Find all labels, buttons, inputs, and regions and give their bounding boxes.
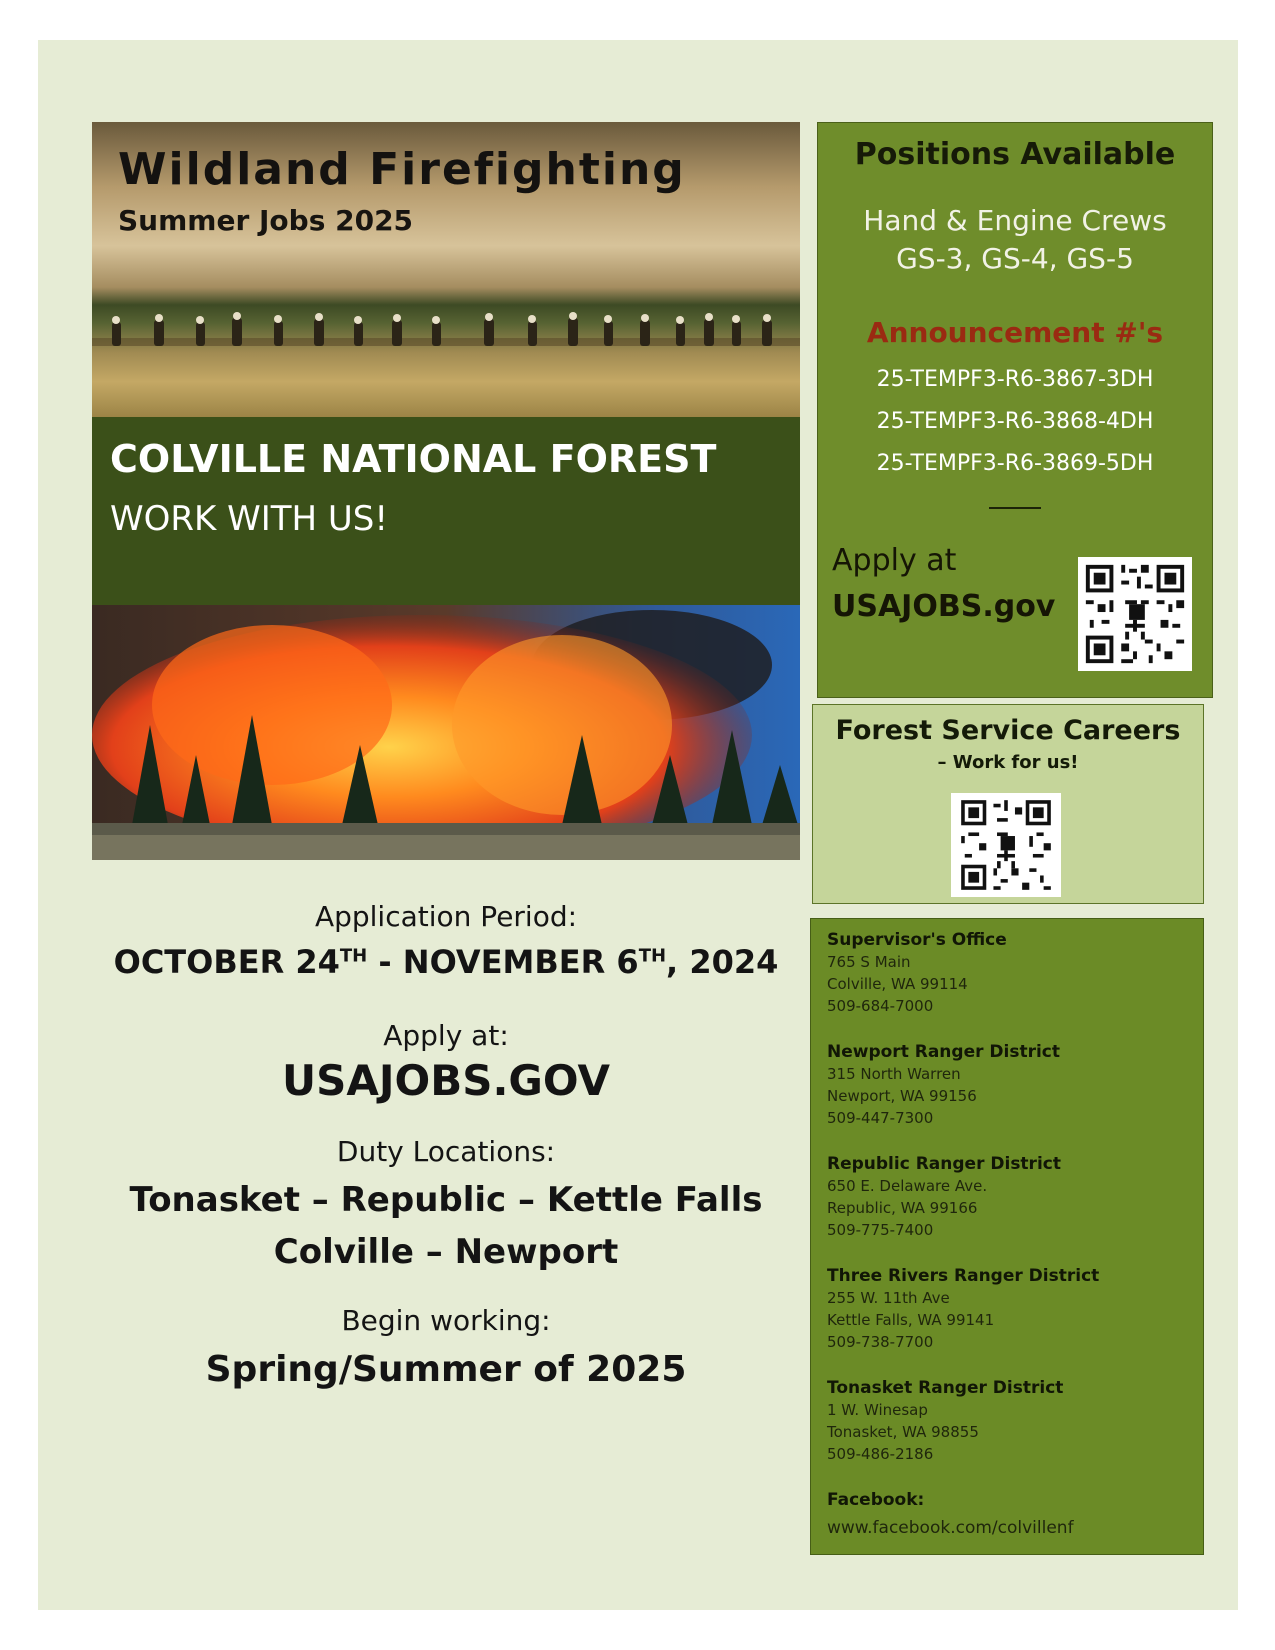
crew-photo (92, 122, 800, 417)
office-supervisors (827, 929, 1007, 1017)
duty-locations-label: Duty Locations: (336, 1135, 556, 1168)
office-name: Newport Ranger District (827, 1042, 1061, 1062)
begin-working-label: Begin working: (341, 1304, 551, 1337)
begin-working-value: Spring/Summer of 2025 (205, 1349, 687, 1390)
hero-banner (92, 122, 800, 860)
office-name: Republic Ranger District (827, 1154, 1061, 1174)
facebook-link[interactable]: www.facebook.com/colvillenf (827, 1518, 1074, 1538)
period-start: OCTOBER 24 (113, 943, 340, 981)
divider (989, 507, 1041, 509)
office-republic (827, 1153, 1061, 1241)
apply-label: Apply at: (383, 1019, 509, 1052)
office-name: Three Rivers Ranger District (827, 1266, 1100, 1286)
announcement-heading: Announcement #'s (866, 316, 1164, 349)
usajobs-qr-code-icon[interactable] (1078, 557, 1192, 671)
period-end: - NOVEMBER 6 (367, 943, 639, 981)
apply-site[interactable]: USAJOBS.GOV (282, 1056, 610, 1105)
panel-apply-label: Apply at (832, 543, 957, 578)
positions-panel (817, 122, 1213, 698)
offices-panel (810, 918, 1204, 1555)
office-tonasket (827, 1377, 1063, 1465)
firefighter-crew-silhouettes (92, 312, 800, 354)
duty-locations-line1: Tonasket – Republic – Kettle Falls (129, 1180, 763, 1220)
office-phone: 509-486-2186 (827, 1445, 934, 1463)
application-period-label: Application Period: (314, 900, 578, 933)
announcement-number: 25-TEMPF3-R6-3869-5DH (876, 451, 1154, 476)
office-city: Tonasket, WA 98855 (827, 1423, 979, 1441)
office-address: 650 E. Delaware Ave. (827, 1177, 988, 1195)
duty-locations-line2: Colville – Newport (273, 1232, 619, 1272)
office-phone: 509-738-7700 (827, 1333, 934, 1351)
office-address: 315 North Warren (827, 1065, 961, 1083)
wildfire-photo (92, 605, 800, 860)
facebook-label: Facebook: (827, 1490, 925, 1510)
office-city: Newport, WA 99156 (827, 1087, 977, 1105)
forest-name: COLVILLE NATIONAL FOREST (110, 437, 717, 481)
office-three-rivers (827, 1265, 1099, 1353)
office-newport (827, 1041, 1060, 1129)
office-name: Supervisor's Office (827, 930, 1007, 950)
period-year: , 2024 (666, 943, 779, 981)
office-address: 1 W. Winesap (827, 1401, 928, 1419)
period-start-suffix: TH (339, 945, 368, 967)
positions-heading: Positions Available (854, 137, 1176, 172)
office-city: Republic, WA 99166 (827, 1199, 978, 1217)
careers-panel (812, 704, 1204, 904)
crews-line1: Hand & Engine Crews (863, 204, 1167, 237)
period-end-suffix: TH (638, 945, 667, 967)
facebook-info (827, 1489, 1074, 1539)
application-period-dates (92, 943, 800, 981)
hero-subtitle: Summer Jobs 2025 (118, 204, 414, 237)
forest-banner (92, 417, 800, 605)
office-phone: 509-684-7000 (827, 997, 934, 1015)
office-city: Kettle Falls, WA 99141 (827, 1311, 995, 1329)
announcement-number: 25-TEMPF3-R6-3868-4DH (876, 409, 1154, 434)
grades-line: GS-3, GS-4, GS-5 (896, 242, 1134, 275)
tagline: WORK WITH US! (110, 499, 388, 539)
application-info (92, 900, 800, 1390)
office-phone: 509-447-7300 (827, 1109, 934, 1127)
careers-subheading: – Work for us! (937, 752, 1079, 773)
careers-qr-code-icon[interactable] (951, 793, 1061, 897)
office-city: Colville, WA 99114 (827, 975, 968, 993)
hero-title: Wildland Firefighting (118, 144, 686, 195)
announcement-list (818, 359, 1212, 485)
office-address: 765 S Main (827, 953, 911, 971)
announcement-number: 25-TEMPF3-R6-3867-3DH (876, 367, 1154, 392)
office-address: 255 W. 11th Ave (827, 1289, 950, 1307)
office-name: Tonasket Ranger District (827, 1378, 1064, 1398)
careers-heading: Forest Service Careers (835, 715, 1181, 746)
panel-apply-site[interactable]: USAJOBS.gov (832, 589, 1056, 624)
office-phone: 509-775-7400 (827, 1221, 934, 1239)
